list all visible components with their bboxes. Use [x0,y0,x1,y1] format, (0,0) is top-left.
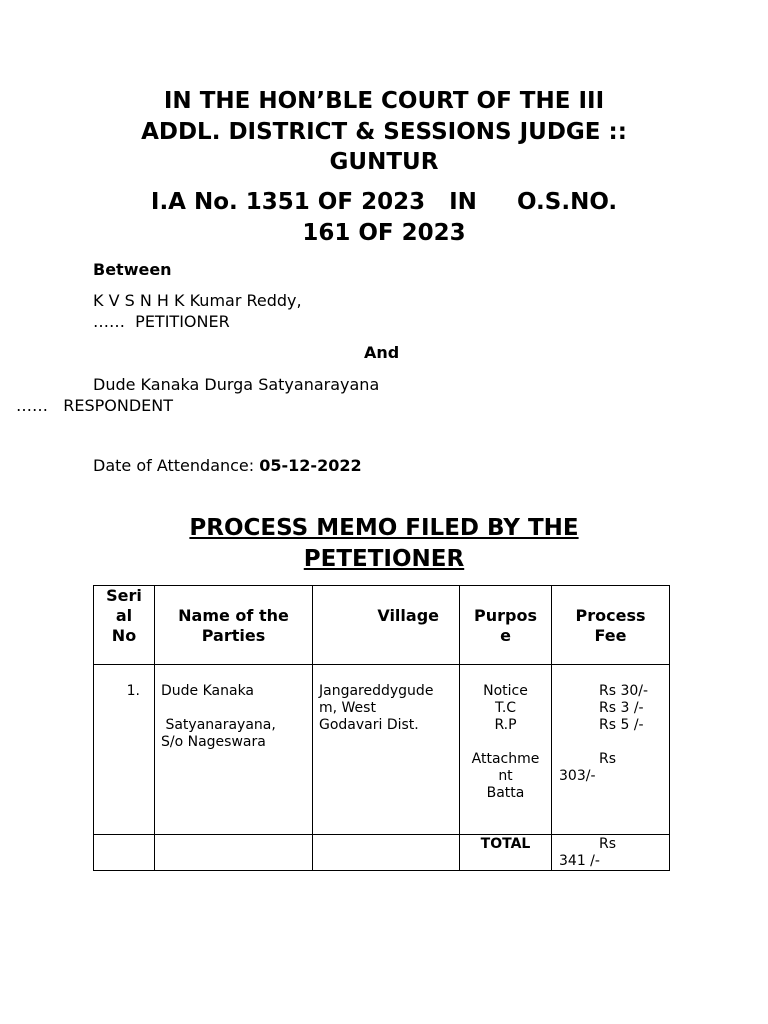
header-purpose [460,586,552,665]
cell-purpose [460,665,552,835]
purpose-line: Batta [486,785,525,801]
header-process-fee [552,586,670,665]
cell-total-fee [552,835,670,871]
case-number-line: 161 OF 2023 [302,219,466,246]
purpose-line: Attachme [471,751,540,767]
header-text: Name of the [178,606,289,625]
court-title [100,86,668,178]
fee-line [552,734,669,751]
cell-fee [552,665,670,835]
respondent-role: …… RESPONDENT [16,396,174,415]
petitioner-name: K V S N H K Kumar Reddy, [93,291,302,310]
memo-title [100,513,668,574]
party-name-line: Dude Kanaka [161,683,255,699]
fee-line: Rs [599,751,617,767]
attendance-label: Date of Attendance: [93,456,260,475]
village-line: Godavari Dist. [319,717,419,733]
header-village [313,586,460,665]
purpose-line: Notice [483,683,528,699]
serial-number: 1. [126,683,140,699]
purpose-line: T.C [494,700,517,716]
respondent-name: Dude Kanaka Durga Satyanarayana [93,375,380,394]
cell-empty [313,835,460,871]
cell-serial [94,665,155,835]
purpose-line [462,734,549,751]
total-fee-line: 341 /- [559,853,600,869]
cell-party-name [155,665,313,835]
purpose-line: nt [498,768,513,784]
court-title-line: IN THE HON’BLE COURT OF THE III [163,88,605,114]
header-text: Seri [106,586,142,605]
between-label: Between [93,260,172,279]
petitioner-role: …… PETITIONER [93,312,230,331]
process-fee-table [93,585,670,871]
attendance-date: 05-12-2022 [259,456,362,475]
cell-total-label [460,835,552,871]
cell-village [313,665,460,835]
os-number-label: O.S.NO. [516,189,618,215]
case-number [100,187,668,248]
table-row [94,665,670,835]
total-label: TOTAL [480,836,531,852]
village-line: m, West [319,700,376,716]
header-text: al [115,606,133,625]
header-text: No [111,626,137,645]
fee-line: Rs 3 /- [599,700,644,716]
header-text: Process [575,606,646,625]
cell-empty [94,835,155,871]
header-party-name [155,586,313,665]
party-name-line: S/o Nageswara [161,734,266,750]
header-text: Parties [201,626,266,645]
party-name-line: Satyanarayana, [161,717,276,733]
header-text: Fee [594,626,627,645]
ia-number: I.A No. 1351 OF 2023 IN [150,189,477,215]
court-title-line: ADDL. DISTRICT & SESSIONS JUDGE :: [141,118,627,145]
header-text: Purpos [474,606,537,625]
case-number-line [100,187,668,218]
table-total-row [94,835,670,871]
header-text: e [500,626,511,645]
fee-line: Rs 5 /- [599,717,644,733]
header-text: Village [377,606,439,625]
memo-title-line: PETETIONER [303,545,465,572]
fee-line: Rs 30/- [599,683,649,699]
fee-line: 303/- [559,768,596,784]
cell-empty [155,835,313,871]
total-fee-line: Rs [599,836,617,852]
and-label: And [364,343,400,362]
memo-title-line: PROCESS MEMO FILED BY THE [189,515,579,541]
party-name-line [161,700,306,717]
table-header-row [94,586,670,665]
purpose-line: R.P [494,717,517,733]
court-title-line: GUNTUR [329,149,439,175]
village-line: Jangareddygude [319,683,434,699]
header-serial-no [94,586,155,665]
attendance-line [93,455,362,476]
